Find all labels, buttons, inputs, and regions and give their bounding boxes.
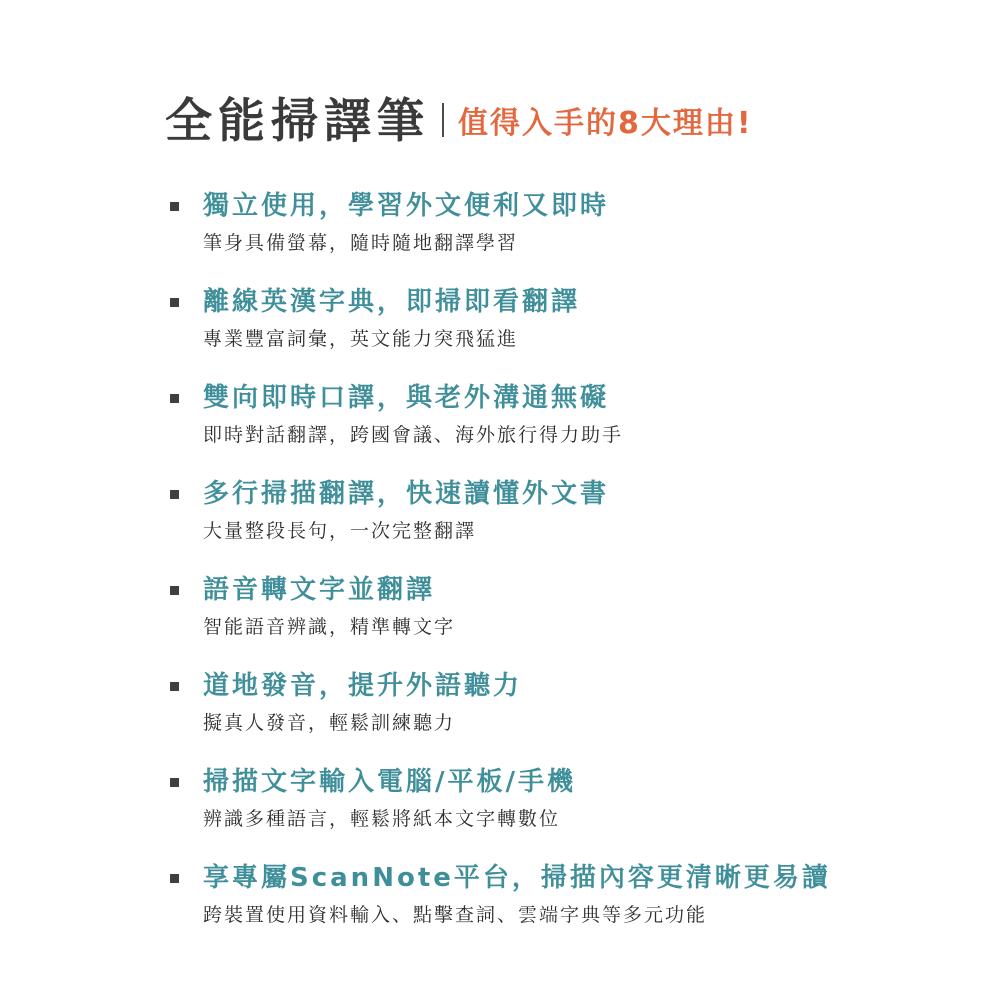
page-title: 全能掃譯筆 — [165, 93, 430, 149]
reason-title: 雙向即時口譯，與老外溝通無礙 — [203, 383, 610, 413]
reason-item — [170, 188, 970, 284]
reason-list — [170, 188, 970, 956]
reason-item — [170, 668, 970, 764]
reason-item — [170, 476, 970, 572]
reason-item — [170, 380, 970, 476]
square-bullet-icon — [170, 394, 179, 403]
reason-description: 專業豐富詞彙，英文能力突飛猛進 — [203, 328, 519, 350]
square-bullet-icon — [170, 778, 179, 787]
reason-item — [170, 284, 970, 380]
reason-description: 跨裝置使用資料輸入、點擊查詞、雲端字典等多元功能 — [203, 904, 708, 926]
reason-title: 道地發音，提升外語聽力 — [203, 671, 523, 701]
reason-description: 辨識多種語言，輕鬆將紙本文字轉數位 — [203, 808, 561, 830]
reason-title: 掃描文字輸入電腦/平板/手機 — [203, 767, 576, 797]
square-bullet-icon — [170, 298, 179, 307]
page-subtitle: 值得入手的8大理由! — [458, 106, 753, 141]
reason-description: 筆身具備螢幕，隨時隨地翻譯學習 — [203, 232, 519, 254]
square-bullet-icon — [170, 490, 179, 499]
reason-title: 享專屬ScanNote平台，掃描內容更清晰更易讀 — [203, 863, 831, 893]
reason-title: 語音轉文字並翻譯 — [203, 575, 436, 605]
square-bullet-icon — [170, 874, 179, 883]
reason-item — [170, 860, 970, 956]
reason-description: 大量整段長句，一次完整翻譯 — [203, 520, 477, 542]
reason-title: 獨立使用，學習外文便利又即時 — [203, 191, 610, 221]
header — [165, 82, 753, 152]
reason-description: 擬真人發音，輕鬆訓練聽力 — [203, 712, 456, 734]
reason-item — [170, 572, 970, 668]
reason-description: 即時對話翻譯，跨國會議、海外旅行得力助手 — [203, 424, 624, 446]
reason-item — [170, 764, 970, 860]
square-bullet-icon — [170, 202, 179, 211]
square-bullet-icon — [170, 586, 179, 595]
reason-description: 智能語音辨識，精準轉文字 — [203, 616, 456, 638]
title-divider — [442, 103, 444, 137]
reason-title: 多行掃描翻譯，快速讀懂外文書 — [203, 479, 610, 509]
square-bullet-icon — [170, 682, 179, 691]
reason-title: 離線英漢字典，即掃即看翻譯 — [203, 287, 581, 317]
